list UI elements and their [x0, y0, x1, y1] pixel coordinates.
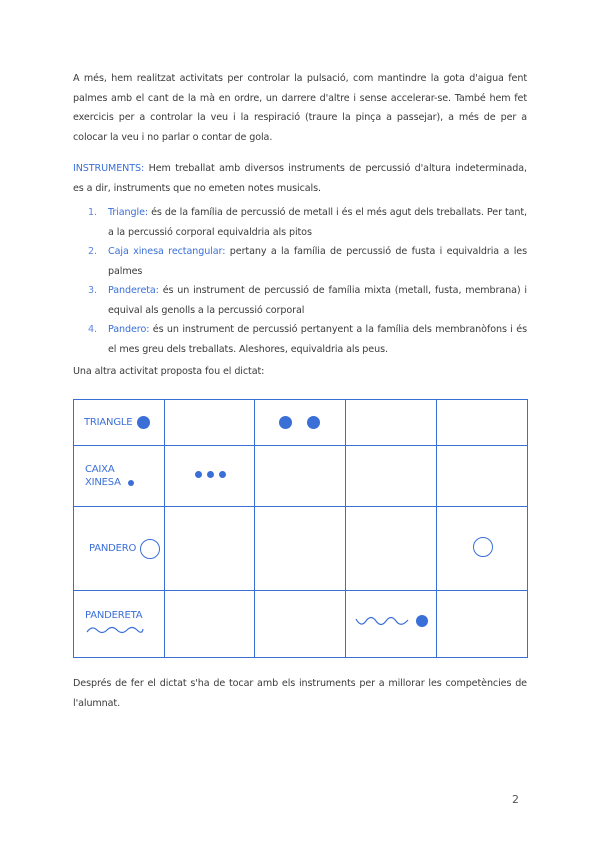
caixa-beat-icon [207, 471, 214, 478]
beat-cell [165, 400, 255, 446]
list-item [88, 203, 527, 242]
pandero-symbol-icon [140, 539, 160, 559]
label-triangle: TRIANGLE [84, 417, 133, 428]
instrument-description: és un instrument de percussió pertanyent a la família dels membranòfons i és el mes greu dels treballats. Aleshores, equivaldria als peus. [108, 324, 527, 355]
instrument-name: Pandereta: [108, 285, 159, 296]
table-row-pandero [74, 507, 528, 591]
label-cell-pandereta [74, 591, 165, 658]
paragraph-pulsacio: A més, hem realitzat activitats per controlar la pulsació, com mantindre la gota d'aigua fent palmes amb el cant de la mà en ordre, un darrere d'altre i sense accelerar-se. També hem fet exercicis per a controlar la veu i la respiració (traure la pinça a passejar), a més de per a colocar la veu i no parlar o contar de gola. [73, 73, 527, 143]
list-number: 2. [88, 246, 97, 257]
instrument-description: és de la família de percussió de metall i és el més agut dels treballats. Per tant, a la percussió corporal equivaldria als pitos [108, 207, 527, 238]
label-caixa-line1: CAIXA [85, 464, 115, 475]
beat-cell [437, 507, 528, 591]
paragraph-conclusion: Després de fer el dictat s'ha de tocar amb els instruments per a millorar les competències de l'alumnat. [73, 678, 527, 709]
beat-cell [255, 400, 346, 446]
list-item [88, 320, 527, 359]
list-item [88, 281, 527, 320]
page-number: 2 [512, 793, 519, 806]
beat-cell [437, 446, 528, 507]
table-row-triangle [74, 400, 528, 446]
instrument-name: Pandero: [108, 324, 150, 335]
label-pandereta: PANDERETA [85, 609, 143, 621]
beat-cell [437, 591, 528, 658]
list-number: 1. [88, 207, 97, 218]
dictat-table [73, 399, 528, 658]
caixa-beat-icon [195, 471, 202, 478]
pandero-beat-icon [473, 537, 493, 557]
beat-cell [346, 591, 437, 658]
label-pandero: PANDERO [89, 543, 137, 554]
pandereta-wave-icon [85, 624, 145, 636]
caixa-symbol-icon [128, 480, 134, 486]
beat-cell [165, 446, 255, 507]
instruments-list [88, 203, 527, 359]
instrument-name: Triangle: [108, 207, 149, 218]
list-item [88, 242, 527, 281]
beat-cell [346, 400, 437, 446]
beat-cell [165, 507, 255, 591]
table-row-caixa [74, 446, 528, 507]
label-caixa-line2: XINESA [85, 477, 121, 488]
table-row-pandereta [74, 591, 528, 658]
beat-cell [255, 507, 346, 591]
label-cell-triangle [74, 400, 165, 446]
beat-cell [255, 591, 346, 658]
list-number: 3. [88, 285, 97, 296]
pandereta-beat-icon [416, 615, 428, 627]
paragraph-dictat-intro: Una altra activitat proposta fou el dictat: [73, 366, 265, 377]
label-cell-pandero [74, 507, 165, 591]
caixa-beat-icon [219, 471, 226, 478]
instrument-name: Caja xinesa rectangular: [108, 246, 226, 257]
label-cell-caixa [74, 446, 165, 507]
triangle-beat-icon [279, 416, 292, 429]
beat-cell [437, 400, 528, 446]
beat-cell [255, 446, 346, 507]
triangle-beat-icon [307, 416, 320, 429]
instruments-intro: Hem treballat amb diversos instruments de percussió d'altura indeterminada, es a dir, instruments que no emeten notes musicals. [73, 163, 527, 194]
pandereta-wave-beat-icon [354, 614, 410, 628]
list-number: 4. [88, 324, 97, 335]
instruments-keyword: INSTRUMENTS: [73, 163, 145, 174]
paragraph-instruments [73, 159, 527, 198]
label-caixa-xinesa [85, 463, 121, 489]
beat-cell [165, 591, 255, 658]
instrument-description: pertany a la família de percussió de fusta i equivaldria a les palmes [108, 246, 527, 277]
beat-cell [346, 446, 437, 507]
instrument-description: és un instrument de percussió de família mixta (metall, fusta, membrana) i equival als genolls a la percussió corporal [108, 285, 527, 316]
triangle-symbol-icon [137, 416, 150, 429]
beat-cell [346, 507, 437, 591]
